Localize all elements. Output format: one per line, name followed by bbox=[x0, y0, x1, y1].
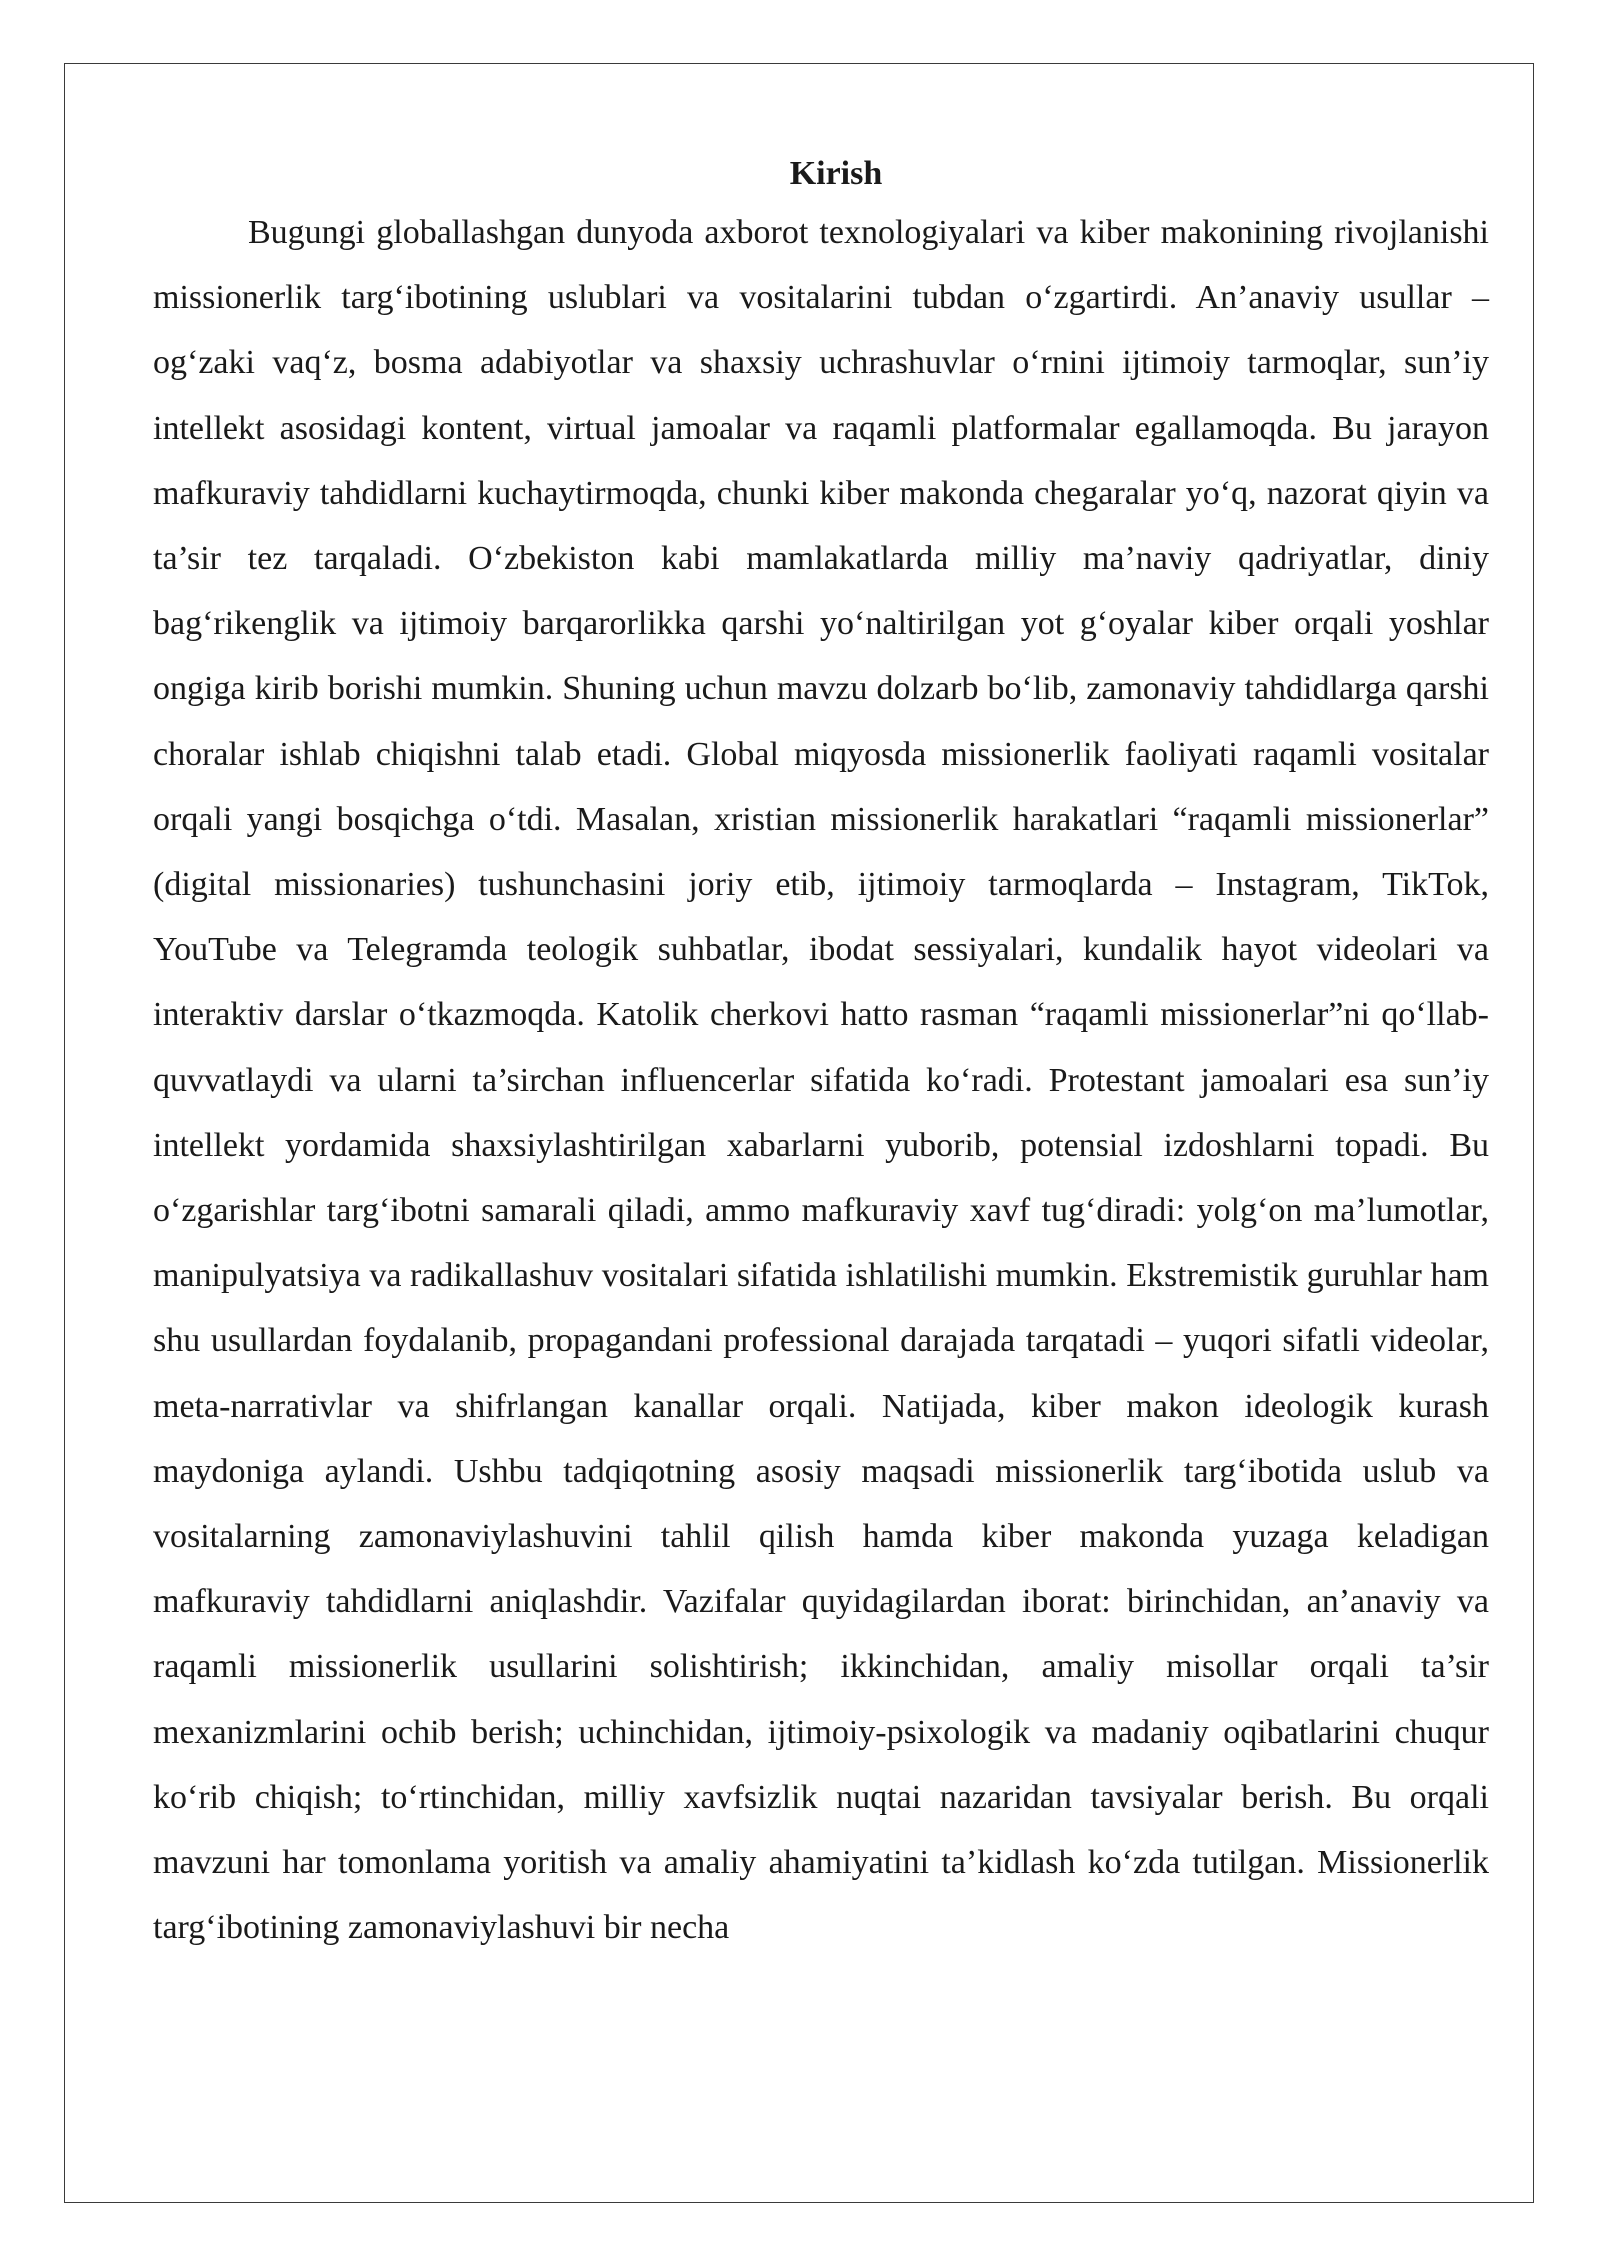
document-body bbox=[153, 148, 1489, 1960]
body-paragraph: Bugungi globallashgan dunyoda axborot texnologiyalari va kiber makonining rivojlanishi missionerlik targ‘ibotining uslublari va vositalarini tubdan o‘zgartirdi. An’anaviy usullar – og‘zaki vaq‘z, bosma adabiyotlar va shaxsiy uchrashuvlar o‘rnini ijtimoiy tarmoqlar, sun’iy intellekt asosidagi kontent, virtual jamoalar va raqamli platformalar egallamoqda. Bu jarayon mafkuraviy tahdidlarni kuchaytirmoqda, chunki kiber makonda chegaralar yo‘q, nazorat qiyin va ta’sir tez tarqaladi. O‘zbekiston kabi mamlakatlarda milliy ma’naviy qadriyatlar, diniy bag‘rikenglik va ijtimoiy barqarorlikka qarshi yo‘naltirilgan yot g‘oyalar kiber orqali yoshlar ongiga kirib borishi mumkin. Shuning uchun mavzu dolzarb bo‘lib, zamonaviy tahdidlarga qarshi choralar ishlab chiqishni talab etadi. Global miqyosda missionerlik faoliyati raqamli vositalar orqali yangi bosqichga o‘tdi. Masalan, xristian missionerlik harakatlari “raqamli missionerlar” (digital missionaries) tushunchasini joriy etib, ijtimoiy tarmoqlarda – Instagram, TikTok, YouTube va Telegramda teologik suhbatlar, ibodat sessiyalari, kundalik hayot videolari va interaktiv darslar o‘tkazmoqda. Katolik cherkovi hatto rasman “raqamli missionerlar”ni qo‘llab-quvvatlaydi va ularni ta’sirchan influencerlar sifatida ko‘radi. Protestant jamoalari esa sun’iy intellekt yordamida shaxsiylashtirilgan xabarlarni yuborib, potensial izdoshlarni topadi. Bu o‘zgarishlar targ‘ibotni samarali qiladi, ammo mafkuraviy xavf tug‘diradi: yolg‘on ma’lumotlar, manipulyatsiya va radikallashuv vositalari sifatida ishlatilishi mumkin. Ekstremistik guruhlar ham shu usullardan foydalanib, propagandani professional darajada tarqatadi – yuqori sifatli videolar, meta-narrativlar va shifrlangan kanallar orqali. Natijada, kiber makon ideologik kurash maydoniga aylandi. Ushbu tadqiqotning asosiy maqsadi missionerlik targ‘ibotida uslub va vositalarning zamonaviylashuvini tahlil qilish hamda kiber makonda yuzaga keladigan mafkuraviy tahdidlarni aniqlashdir. Vazifalar quyidagilardan iborat: birinchidan, an’anaviy va raqamli missionerlik usullarini solishtirish; ikkinchidan, amaliy misollar orqali ta’sir mexanizmlarini ochib berish; uchinchidan, ijtimoiy-psixologik va madaniy oqibatlarini chuqur ko‘rib chiqish; to‘rtinchidan, milliy xavfsizlik nuqtai nazaridan tavsiyalar berish. Bu orqali mavzuni har tomonlama yoritish va amaliy ahamiyatini ta’kidlash ko‘zda tutilgan. Missionerlik targ‘ibotining zamonaviylashuvi bir necha bbox=[153, 214, 1489, 1947]
section-heading: Kirish bbox=[789, 155, 883, 192]
